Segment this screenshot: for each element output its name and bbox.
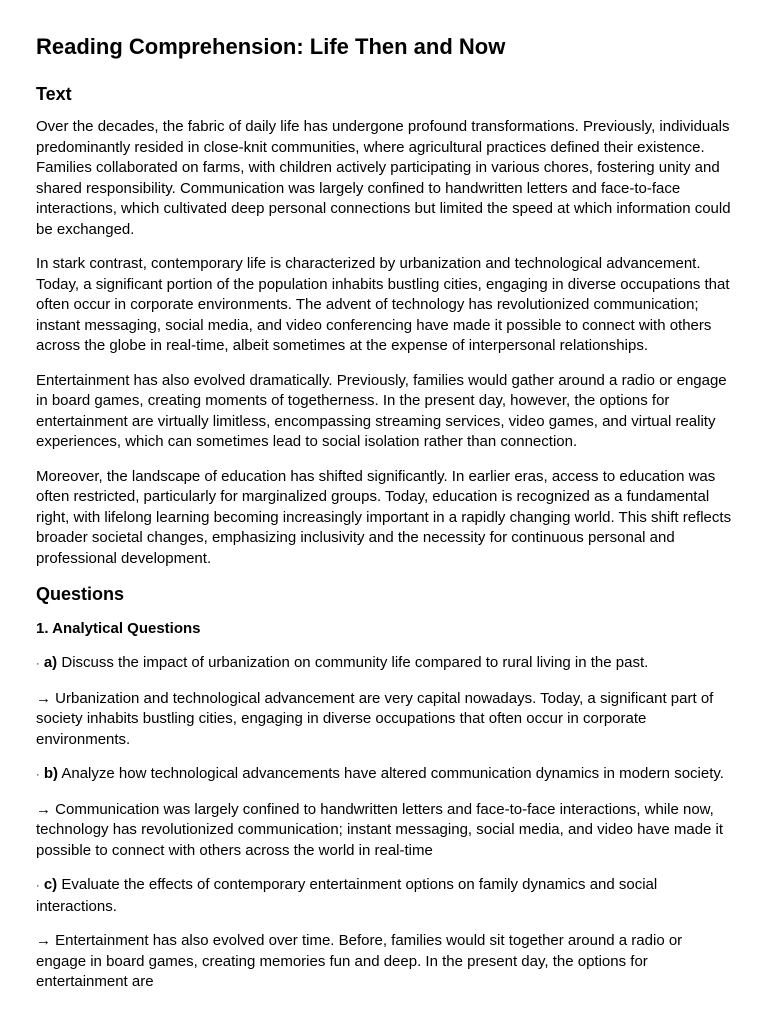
question-item: [36, 764, 732, 786]
question-text: Discuss the impact of urbanization on community life compared to rural living in the past.: [61, 654, 649, 671]
text-paragraph: Moreover, the landscape of education has shifted significantly. In earlier eras, access to education was often restricted, particularly for marginalized groups. Today, education is recognized as a fundamental right, with lifelong learning becoming increasingly important in a rapidly changing world. This shift reflects broader societal changes, emphasizing inclusivity and the necessity for continuous personal and professional development.: [36, 467, 732, 567]
analytical-questions-heading: 1. Analytical Questions: [36, 620, 201, 637]
bullet-icon: ·: [36, 658, 40, 670]
question-item: [36, 653, 732, 675]
question-letter: c): [43, 876, 58, 893]
text-paragraph: In stark contrast, contemporary life is characterized by urbanization and technological advancement. Today, a significant portion of the population inhabits bustling cities, engaging in diverse occupations that often occur in corporate environments. The advent of technology has revolutionized communication; instant messaging, social media, and video conferencing have made it possible to connect with others across the globe in real-time, albeit sometimes at the expense of interpersonal relationships.: [36, 255, 730, 354]
answer-text: → Entertainment has also evolved over time. Before, families would sit together around a radio or engage in board games, creating memories fun and deep. In the present day, the options for entertainment are: [36, 932, 683, 990]
text-section-heading: Text: [36, 84, 72, 104]
question-letter: a): [43, 654, 58, 671]
question-text: Evaluate the effects of contemporary entertainment options on family dynamics and social interactions.: [36, 876, 658, 915]
question-item: [36, 875, 732, 917]
page-title: Reading Comprehension: Life Then and Now: [36, 34, 506, 59]
answer-text: → Communication was largely confined to handwritten letters and face-to-face interactions, while now, technology has revolutionized communication; instant messaging, social media, and video have made it possible to connect with others across the world in real-time: [36, 800, 724, 859]
questions-section-heading: Questions: [36, 584, 125, 604]
text-paragraph: Over the decades, the fabric of daily life has undergone profound transformations. Previously, individuals predominantly resided in close-knit communities, where agricultural practices defined their existence. Families collaborated on farms, with children actively participating in various chores, fostering unity and shared responsibility. Communication was largely confined to handwritten letters and face-to-face interactions, which cultivated deep personal connections but limited the speed at which information could be exchanged.: [36, 118, 731, 238]
bullet-icon: ·: [36, 880, 40, 892]
question-text: Analyze how technological advancements have altered communication dynamics in modern society.: [61, 765, 724, 782]
bullet-icon: ·: [36, 769, 40, 781]
question-letter: b): [43, 765, 59, 782]
text-paragraph: Entertainment has also evolved dramatically. Previously, families would gather around a radio or engage in board games, creating moments of togetherness. In the present day, however, the options for entertainment are virtually limitless, encompassing streaming services, video games, and virtual reality experiences, which can sometimes lead to social isolation rather than connection.: [36, 371, 727, 450]
answer-text: → Urbanization and technological advancement are very capital nowadays. Today, a significant part of society inhabits bustling cities, engaging in diverse occupations that often occur in corporate environments.: [36, 689, 714, 748]
